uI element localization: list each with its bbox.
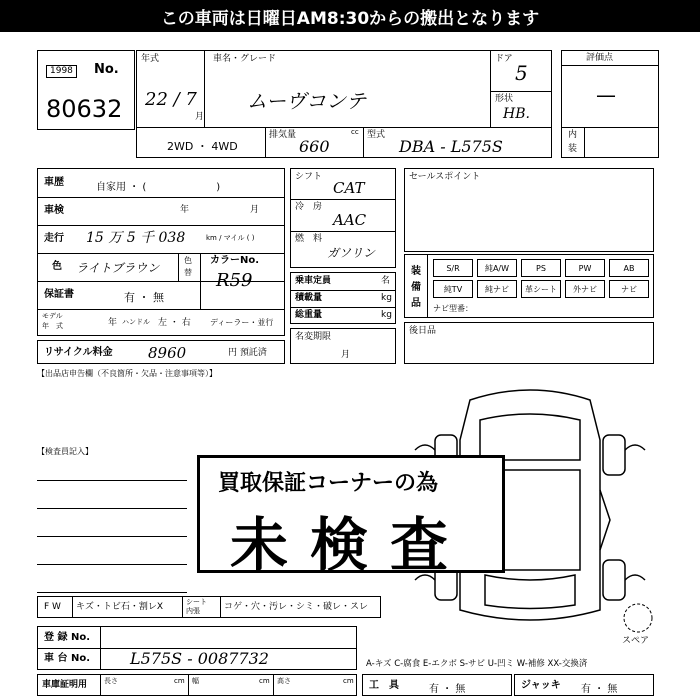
handle-label: ハンドル — [122, 318, 150, 326]
door-label: ドア — [495, 54, 513, 64]
equip-label-3: 品 — [411, 298, 421, 309]
seat-label-2: 内張 — [186, 607, 200, 615]
fw-value: キズ・トビ石・割レX — [76, 602, 163, 612]
height-unit: cm — [343, 677, 354, 685]
model-year-label-2: 年 式 — [42, 322, 63, 330]
shift-label: シフト — [295, 172, 323, 182]
recycle-label: リサイクル料金 — [44, 347, 113, 358]
lot-year-tag: 1998 — [46, 65, 77, 78]
seller-notes-label: 【出品店申告欄（不良箇所・欠品・注意事項等）】 — [37, 369, 217, 378]
vehicle-header-box — [136, 50, 552, 158]
grade-box — [561, 50, 659, 158]
drive-options: 2WD ・ 4WD — [167, 140, 238, 153]
jack-value: 有 ・ 無 — [581, 684, 618, 695]
mileage-value: 15 万 5 千 038 — [86, 230, 186, 246]
mileage-unit: km / マイル ( ) — [206, 234, 255, 242]
equip-ext-navi: 外ナビ — [565, 280, 605, 298]
inspector-notes-label: 【検査員記入】 — [37, 447, 93, 456]
warranty-value: 有 ・ 無 — [124, 291, 164, 304]
length-unit: cm — [174, 677, 185, 685]
shape-value: HB. — [503, 106, 530, 122]
name-change-unit: 月 — [341, 350, 351, 360]
jack-label: ジャッキ — [521, 680, 561, 691]
garage-cert-row — [37, 674, 357, 696]
equip-navi: 純ナビ — [477, 280, 517, 298]
year-label: 年式 — [141, 54, 160, 64]
equip-ab: AB — [609, 259, 649, 277]
stamp-line1: 買取保証コーナーの為 — [218, 471, 439, 496]
car-name-label: 車名・グレード — [213, 54, 277, 64]
shaken-month: 月 — [250, 205, 260, 215]
history-label: 車歴 — [44, 177, 64, 188]
equip-label-1: 装 — [411, 266, 421, 277]
tools-box — [362, 674, 512, 696]
damage-legend: A-キズ C-腐食 E-エクボ S-サビ U-凹ミ W-補修 XX-交換済 — [366, 659, 588, 669]
fuel-label: 燃 料 — [295, 234, 323, 244]
dealer-label: ディーラー・並行 — [210, 318, 274, 327]
notice-banner: この車両は日曜日AM8:30からの搬出となります — [0, 0, 700, 32]
fuel-value: ガソリン — [327, 246, 376, 260]
equip-navi-2: ナビ — [609, 280, 649, 298]
fw-label: F W — [44, 602, 61, 612]
gross-unit: kg — [381, 310, 392, 320]
interior-label-2: 装 — [568, 144, 578, 154]
name-change-label: 名変期限 — [295, 332, 332, 342]
sales-point-label: セールスポイント — [409, 172, 481, 182]
after-items-label: 後日品 — [409, 326, 437, 336]
shift-fuel-table — [290, 168, 396, 268]
jack-box — [514, 674, 654, 696]
after-items-box — [404, 322, 654, 364]
width-label: 幅 — [192, 677, 199, 685]
year-month-suffix: 月 — [195, 112, 205, 122]
model-code-value: DBA - L575S — [399, 137, 503, 156]
equip-tv: 純TV — [433, 280, 473, 298]
grade-label: 評価点 — [586, 53, 614, 63]
lot-number-box — [37, 50, 135, 130]
nav-type-label: ナビ型番： — [433, 304, 473, 313]
length-label: 長さ — [104, 677, 118, 685]
equip-ps: PS — [521, 259, 561, 277]
load-label: 積載量 — [295, 293, 323, 303]
recycle-unit: 円 預託済 — [228, 348, 267, 358]
equip-alloy-wheel: 純A/W — [477, 259, 517, 277]
lot-number: 80632 — [46, 95, 123, 123]
cc-label: cc — [351, 128, 359, 136]
shape-label: 形状 — [495, 94, 514, 104]
spare-tire-label: スペア — [622, 636, 650, 646]
gross-label: 総重量 — [295, 310, 323, 320]
color-change-label-2: 替 — [184, 268, 192, 277]
garage-cert-label: 車庫証明用 — [42, 680, 88, 690]
seat-value: コゲ・穴・汚レ・シミ・破レ・スレ — [224, 602, 369, 612]
ac-label: 冷 房 — [295, 202, 323, 212]
displacement-label: 排気量 — [269, 130, 297, 140]
shaken-year: 年 — [180, 205, 190, 215]
width-unit: cm — [259, 677, 270, 685]
warranty-label: 保証書 — [44, 289, 74, 300]
tools-label: 工 具 — [369, 680, 399, 691]
fw-seat-row — [37, 596, 381, 618]
color-code-value: R59 — [216, 270, 253, 291]
chassis-no-value: L575S - 0087732 — [130, 649, 269, 668]
recycle-value: 8960 — [148, 344, 187, 362]
year-value: 22 / 7 — [145, 89, 197, 110]
model-year-label-1: モデル — [42, 312, 63, 320]
car-name-value: ムーヴコンテ — [247, 89, 366, 113]
equipment-box — [404, 254, 654, 318]
capacity-unit: 名 — [381, 276, 391, 286]
model-year-suffix: 年 — [108, 318, 118, 328]
name-change-box — [290, 328, 396, 364]
color-change-label-1: 色 — [184, 256, 192, 265]
registration-no-label: 登 録 No. — [44, 632, 91, 643]
shaken-label: 車検 — [44, 205, 64, 216]
load-unit: kg — [381, 293, 392, 303]
equip-label-2: 備 — [411, 282, 421, 293]
grade-value: — — [596, 83, 616, 107]
shift-value: CAT — [333, 179, 365, 197]
model-code-label: 型式 — [367, 130, 386, 140]
lot-no-label: No. — [94, 62, 119, 77]
vehicle-details-table — [37, 168, 285, 336]
door-value: 5 — [515, 61, 528, 85]
capacity-label: 乗車定員 — [295, 276, 332, 286]
seat-label-1: シート — [186, 598, 207, 606]
equip-pw: PW — [565, 259, 605, 277]
ac-value: AAC — [333, 211, 367, 229]
tools-value: 有 ・ 無 — [429, 684, 466, 695]
chassis-no-label: 車 台 No. — [44, 653, 91, 664]
color-label: 色 — [52, 261, 62, 272]
mileage-label: 走行 — [44, 233, 64, 244]
registration-box — [37, 626, 357, 670]
color-value: ライトブラウン — [76, 261, 160, 275]
displacement-value: 660 — [299, 137, 330, 156]
color-code-label: カラーNo. — [210, 255, 260, 266]
handle-value: 左 ・ 右 — [158, 318, 191, 328]
height-label: 高さ — [277, 677, 291, 685]
recycle-fee-box — [37, 340, 285, 364]
stamp-line2: 未検査 — [230, 511, 471, 579]
unchecked-stamp — [197, 455, 505, 579]
equip-sr: S/R — [433, 259, 473, 277]
equip-leather-seat: 革シート — [521, 280, 561, 298]
capacity-table — [290, 272, 396, 324]
history-value: 自家用 ・ ( ) — [96, 182, 221, 193]
sales-point-box — [404, 168, 654, 252]
interior-label-1: 内 — [568, 130, 578, 140]
